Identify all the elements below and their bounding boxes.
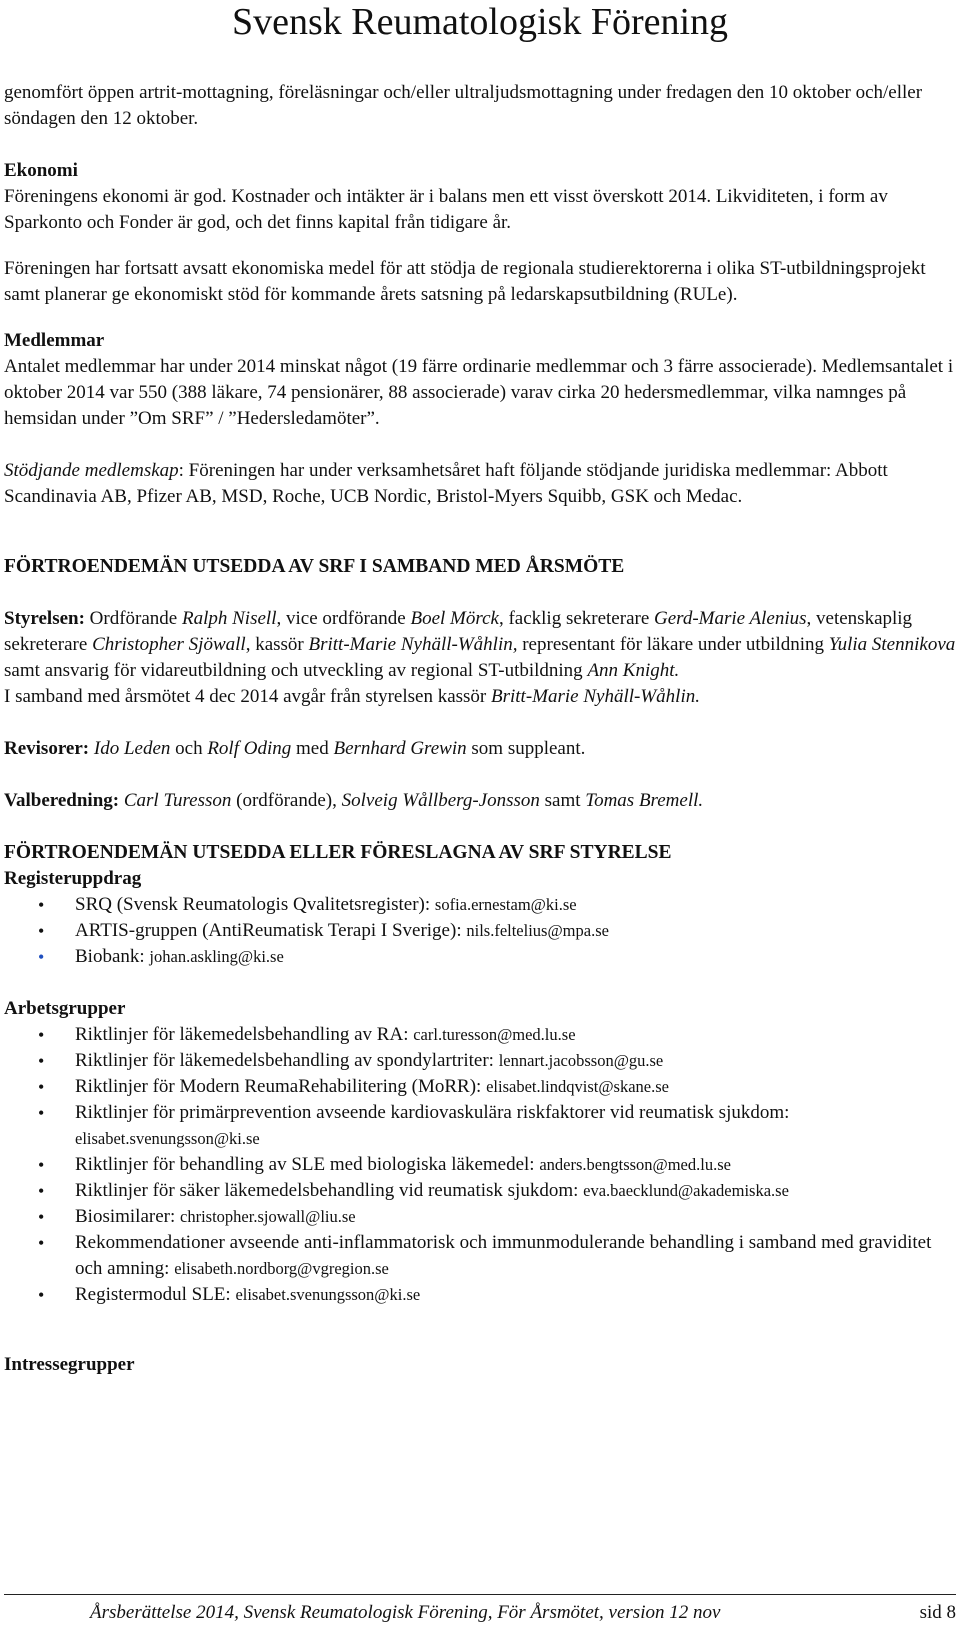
person-name: Yulia Stennikova: [828, 634, 956, 655]
person-name: Gerd-Marie Alenius: [654, 608, 807, 629]
list-item: [4, 1178, 956, 1204]
revisorer-text: som suppleant.: [466, 738, 586, 759]
ekonomi-paragraph-2: Föreningen har fortsatt avsatt ekonomiska medel för att stödja de regionala studierektorerna i olika ST-utbildningsprojekt samt planerar ge ekonomiskt stöd för kommande årets satsning på ledarskapsutbildning (RULe).: [4, 258, 926, 305]
section-heading-fortroende-styrelse: FÖRTROENDEMÄN UTSEDDA ELLER FÖRESLAGNA AV SRF STYRELSE: [4, 842, 672, 863]
list-item-label: ARTIS-gruppen (AntiReumatisk Terapi I Sverige):: [75, 920, 467, 941]
email-link[interactable]: johan.askling@ki.se: [149, 947, 284, 966]
bullet-icon: •: [38, 921, 45, 941]
styrelsen-text: , facklig sekreterare: [498, 608, 655, 629]
email-link[interactable]: sofia.ernestam@ki.se: [434, 895, 577, 914]
bullet-icon: •: [38, 1103, 45, 1123]
email-link[interactable]: carl.turesson@med.lu.se: [413, 1025, 576, 1044]
email-link[interactable]: elisabet.lindqvist@skane.se: [486, 1077, 669, 1096]
valberedning-paragraph: [4, 788, 956, 814]
styrelsen-label: Styrelsen:: [4, 608, 85, 629]
stodjande-text: : Föreningen har under verksamhetsåret haft följande stödjande juridiska medlemmar: Abbott Scandinavia AB, Pfizer AB, MSD, Roche, UCB Nordic, Bristol-Myers Squibb, GSK och Medac.: [4, 460, 888, 507]
section-heading-ekonomi: Ekonomi: [4, 160, 78, 181]
list-item: [4, 892, 956, 918]
email-link[interactable]: eva.baecklund@akademiska.se: [583, 1181, 789, 1200]
list-item-label: Riktlinjer för Modern ReumaRehabilitering (MoRR):: [75, 1076, 487, 1097]
styrelsen-text: representant för läkare under utbildning: [517, 634, 829, 655]
revisorer-text: och: [170, 738, 208, 759]
styrelsen-text: , vice ordförande: [276, 608, 411, 629]
section-heading-medlemmar: Medlemmar: [4, 330, 105, 351]
person-name: Rolf Oding: [207, 738, 292, 759]
page-footer: [4, 1594, 956, 1623]
person-name: Ido Leden: [93, 738, 171, 759]
bullet-icon: •: [38, 1285, 45, 1305]
email-link[interactable]: anders.bengtsson@med.lu.se: [539, 1155, 731, 1174]
person-name: Bernhard Grewin: [333, 738, 467, 759]
list-item-label: Registermodul SLE:: [75, 1284, 236, 1305]
list-item: [4, 1048, 956, 1074]
register-list: [4, 892, 956, 970]
list-item-label: SRQ (Svensk Reumatologis Qvalitetsregister):: [75, 894, 435, 915]
footer-text: Årsberättelse 2014, Svensk Reumatologisk Förening, För Årsmötet, version 12 nov: [90, 1602, 721, 1623]
list-item-label: Riktlinjer för läkemedelsbehandling av RA:: [75, 1024, 414, 1045]
email-link[interactable]: elisabeth.nordborg@vgregion.se: [174, 1259, 389, 1278]
list-item: [4, 944, 956, 970]
email-link[interactable]: lennart.jacobsson@gu.se: [498, 1051, 664, 1070]
list-item: [4, 1152, 956, 1178]
subheading-registeruppdrag: Registeruppdrag: [4, 868, 142, 889]
list-item-label: Riktlinjer för säker läkemedelsbehandling vid reumatisk sjukdom:: [75, 1180, 584, 1201]
email-link[interactable]: elisabet.svenungsson@ki.se: [75, 1129, 260, 1148]
arbetsgrupper-list: [4, 1022, 956, 1308]
list-item: [4, 1022, 956, 1048]
revisorer-paragraph: [4, 736, 956, 762]
bullet-icon: •: [38, 1233, 45, 1253]
person-name: Ralph Nisell: [182, 608, 277, 629]
list-item-label: Rekommendationer avseende anti-inflammatorisk och immunmodulerande behandling i samband med graviditet och amning:: [75, 1232, 932, 1279]
subheading-intressegrupper: Intressegrupper: [4, 1354, 135, 1375]
document-body: [4, 80, 956, 1378]
bullet-icon: •: [38, 1207, 45, 1227]
styrelsen-text: , vetenskaplig sekreterare: [4, 608, 913, 655]
list-item: [4, 1074, 956, 1100]
person-name: Christopher Sjöwall: [92, 634, 246, 655]
bullet-icon: •: [38, 1051, 45, 1071]
list-item: [4, 1230, 956, 1282]
email-link[interactable]: nils.feltelius@mpa.se: [466, 921, 609, 940]
person-name: Tomas Bremell.: [585, 790, 704, 811]
revisorer-label: Revisorer:: [4, 738, 90, 759]
bullet-icon: •: [38, 1181, 45, 1201]
list-item: [4, 1204, 956, 1230]
page-title: Svensk Reumatologisk Förening: [231, 1, 729, 43]
list-item-label: Riktlinjer för läkemedelsbehandling av spondylartriter:: [75, 1050, 499, 1071]
list-item-label: Biobank:: [75, 946, 150, 967]
ekonomi-paragraph-1: Föreningens ekonomi är god. Kostnader och intäkter är i balans men ett visst överskott 2014. Likviditeten, i form av Sparkonto och Fonder är god, och det finns kapital från tidigare år.: [4, 186, 888, 233]
bullet-icon: •: [38, 947, 45, 967]
email-link[interactable]: christopher.sjowall@liu.se: [180, 1207, 356, 1226]
email-link[interactable]: elisabet.svenungsson@ki.se: [235, 1285, 421, 1304]
list-item-label: Riktlinjer för primärprevention avseende kardiovaskulära riskfaktorer vid reumatisk sjukdom:: [75, 1102, 790, 1123]
stodjande-label: Stödjande medlemskap: [4, 460, 179, 481]
avgar-paragraph: [4, 684, 956, 710]
person-name: Solveig Wållberg-Jonsson: [341, 790, 540, 811]
person-name: Carl Turesson: [123, 790, 232, 811]
valberedning-text: (ordförande),: [231, 790, 342, 811]
valberedning-text: samt: [539, 790, 586, 811]
section-heading-fortroende-arsmote: FÖRTROENDEMÄN UTSEDDA AV SRF I SAMBAND MED ÅRSMÖTE: [4, 556, 625, 577]
list-item-label: Riktlinjer för behandling av SLE med biologiska läkemedel:: [75, 1154, 540, 1175]
bullet-icon: •: [38, 895, 45, 915]
person-name: Ann Knight.: [587, 660, 680, 681]
styrelsen-text: samt ansvarig för vidareutbildning och utveckling av regional ST-utbildning: [4, 660, 588, 681]
styrelsen-text: , kassör: [245, 634, 309, 655]
person-name: Boel Mörck: [410, 608, 499, 629]
bullet-icon: •: [38, 1077, 45, 1097]
list-item: [4, 1282, 956, 1308]
revisorer-text: med: [291, 738, 334, 759]
medlemmar-paragraph: Antalet medlemmar har under 2014 minskat något (19 färre ordinarie medlemmar och 3 färre associerade). Medlemsantalet i oktober 2014 var 550 (388 läkare, 74 pensionärer, 88 associerade) varav cirka 20 hedersmedlemmar, vilka namnges på hemsidan under ”Om SRF” / ”Hedersledamöter”.: [4, 356, 954, 429]
person-name: Britt-Marie Nyhäll-Wåhlin,: [308, 634, 518, 655]
list-item-label: Biosimilarer:: [75, 1206, 181, 1227]
list-item: [4, 918, 956, 944]
avgar-text: I samband med årsmötet 4 dec 2014 avgår från styrelsen kassör: [4, 686, 491, 707]
valberedning-label: Valberedning:: [4, 790, 120, 811]
styrelsen-text: Ordförande: [84, 608, 182, 629]
page-number: sid 8: [919, 1602, 956, 1623]
intro-paragraph: genomfört öppen artrit-mottagning, föreläsningar och/eller ultraljudsmottagning under fredagen den 10 oktober och/eller söndagen den 12 oktober.: [4, 82, 923, 129]
bullet-icon: •: [38, 1025, 45, 1045]
styrelsen-paragraph: [4, 606, 956, 684]
bullet-icon: •: [38, 1155, 45, 1175]
person-name: Britt-Marie Nyhäll-Wåhlin.: [491, 686, 700, 707]
stodjande-paragraph: [4, 458, 956, 510]
subheading-arbetsgrupper: Arbetsgrupper: [4, 998, 126, 1019]
list-item: [4, 1100, 956, 1152]
